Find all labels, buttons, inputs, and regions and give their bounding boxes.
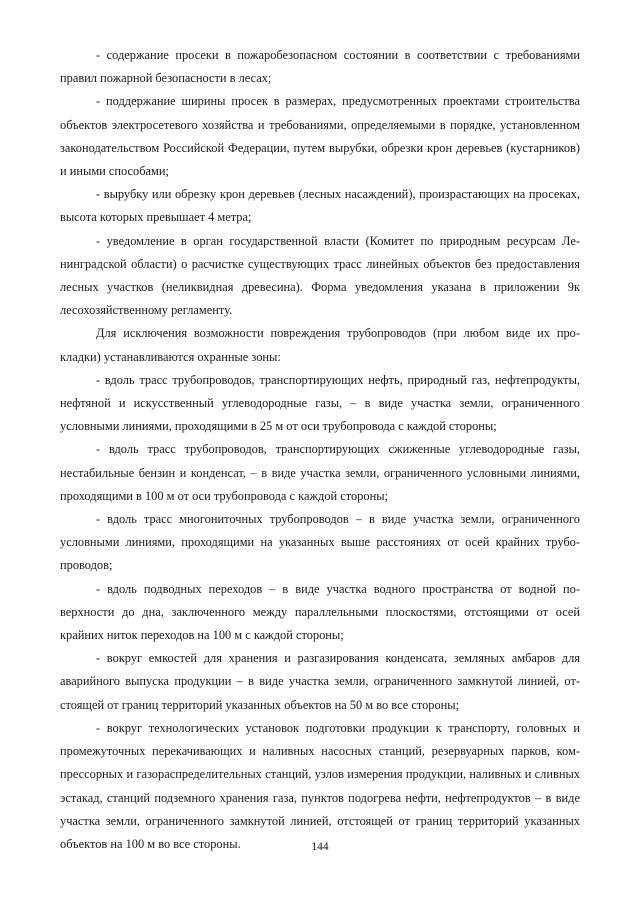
- paragraph-zone-multi-line: - вдоль трасс многониточных трубопроводов – в виде участка земли, ограниченного условными линиями, проходящими на указанных выше расстояниях от осей крайних трубопроводов;: [60, 512, 580, 573]
- paragraph-notification: - уведомление в орган государственной власти (Комитет по природным ресурсам Ленинградской области) о расчистке существующих трасс линейных объектов без предоставления лесных участков (неликвидная древесина). Форма уведомления указана в приложении 9к лесохозяйственному регламенту.: [60, 233, 580, 318]
- document-page: [60, 44, 580, 856]
- paragraph-zone-liquefied-gas: - вдоль трасс трубопроводов, транспортирующих сжиженные углеводородные газы, нестабильные бензин и конденсат, – в виде участка земли, ограниченного условными линиями, проходящими в 100 м от оси трубопровода с каждой стороны;: [60, 442, 580, 503]
- paragraph-zone-underwater: - вдоль подводных переходов – в виде участка водного пространства от водной поверхности до дна, заключенного между параллельными плоскостями, отстоящими от осей крайних ниток переходов на 100 м с каждой стороны;: [60, 581, 580, 643]
- paragraph-tree-cutting: - вырубку или обрезку крон деревьев (лесных насаждений), произрастающих на просеках, высота которых превышает 4 метра;: [60, 187, 580, 225]
- paragraph-protection-zones-intro: Для исключения возможности повреждения трубопроводов (при любом виде их прокладки) устанавливаются охранные зоны:: [60, 326, 580, 364]
- paragraph-zone-installations: - вокруг технологических установок подготовки продукции к транспорту, головных и промежуточных перекачивающих и наливных насосных станций, резервуарных парков, компрессорных и газораспределительных станций, узлов измерения продукции, наливных и сливных эстакад, станций подземного хранения газа, пунктов подогрева нефти, нефтепродуктов – в виде участка земли, ограниченного замкнутой линией, отстоящей от границ территорий указанных объектов на 100 м во все стороны.: [60, 720, 580, 851]
- paragraph-zone-condensate-tanks: - вокруг емкостей для хранения и разгазирования конденсата, земляных амбаров для аварийного выпуска продукции – в виде участка земли, ограниченного замкнутой линией, отстоящей от границ территорий указанных объектов на 50 м во все стороны;: [60, 651, 580, 712]
- page-number: 144: [311, 841, 329, 853]
- paragraph-firebreak-safety: - содержание просеки в пожаробезопасном состоянии в соответствии с требованиями правил пожарной безопасности в лесах;: [60, 48, 580, 86]
- paragraph-zone-oil-gas: - вдоль трасс трубопроводов, транспортирующих нефть, природный газ, нефтепродукты, нефтяной и искусственный углеводородные газы, – в виде участка земли, ограниченного условными линиями, проходящими в 25 м от оси трубопровода с каждой стороны;: [60, 372, 580, 434]
- paragraph-clearing-width: - поддержание ширины просек в размерах, предусмотренных проектами строительства объектов электросетевого хозяйства и требованиями, определяемыми в порядке, установленном законодательством Российской Федерации, путем вырубки, обрезки крон деревьев (кустарников) и иными способами;: [60, 94, 580, 179]
